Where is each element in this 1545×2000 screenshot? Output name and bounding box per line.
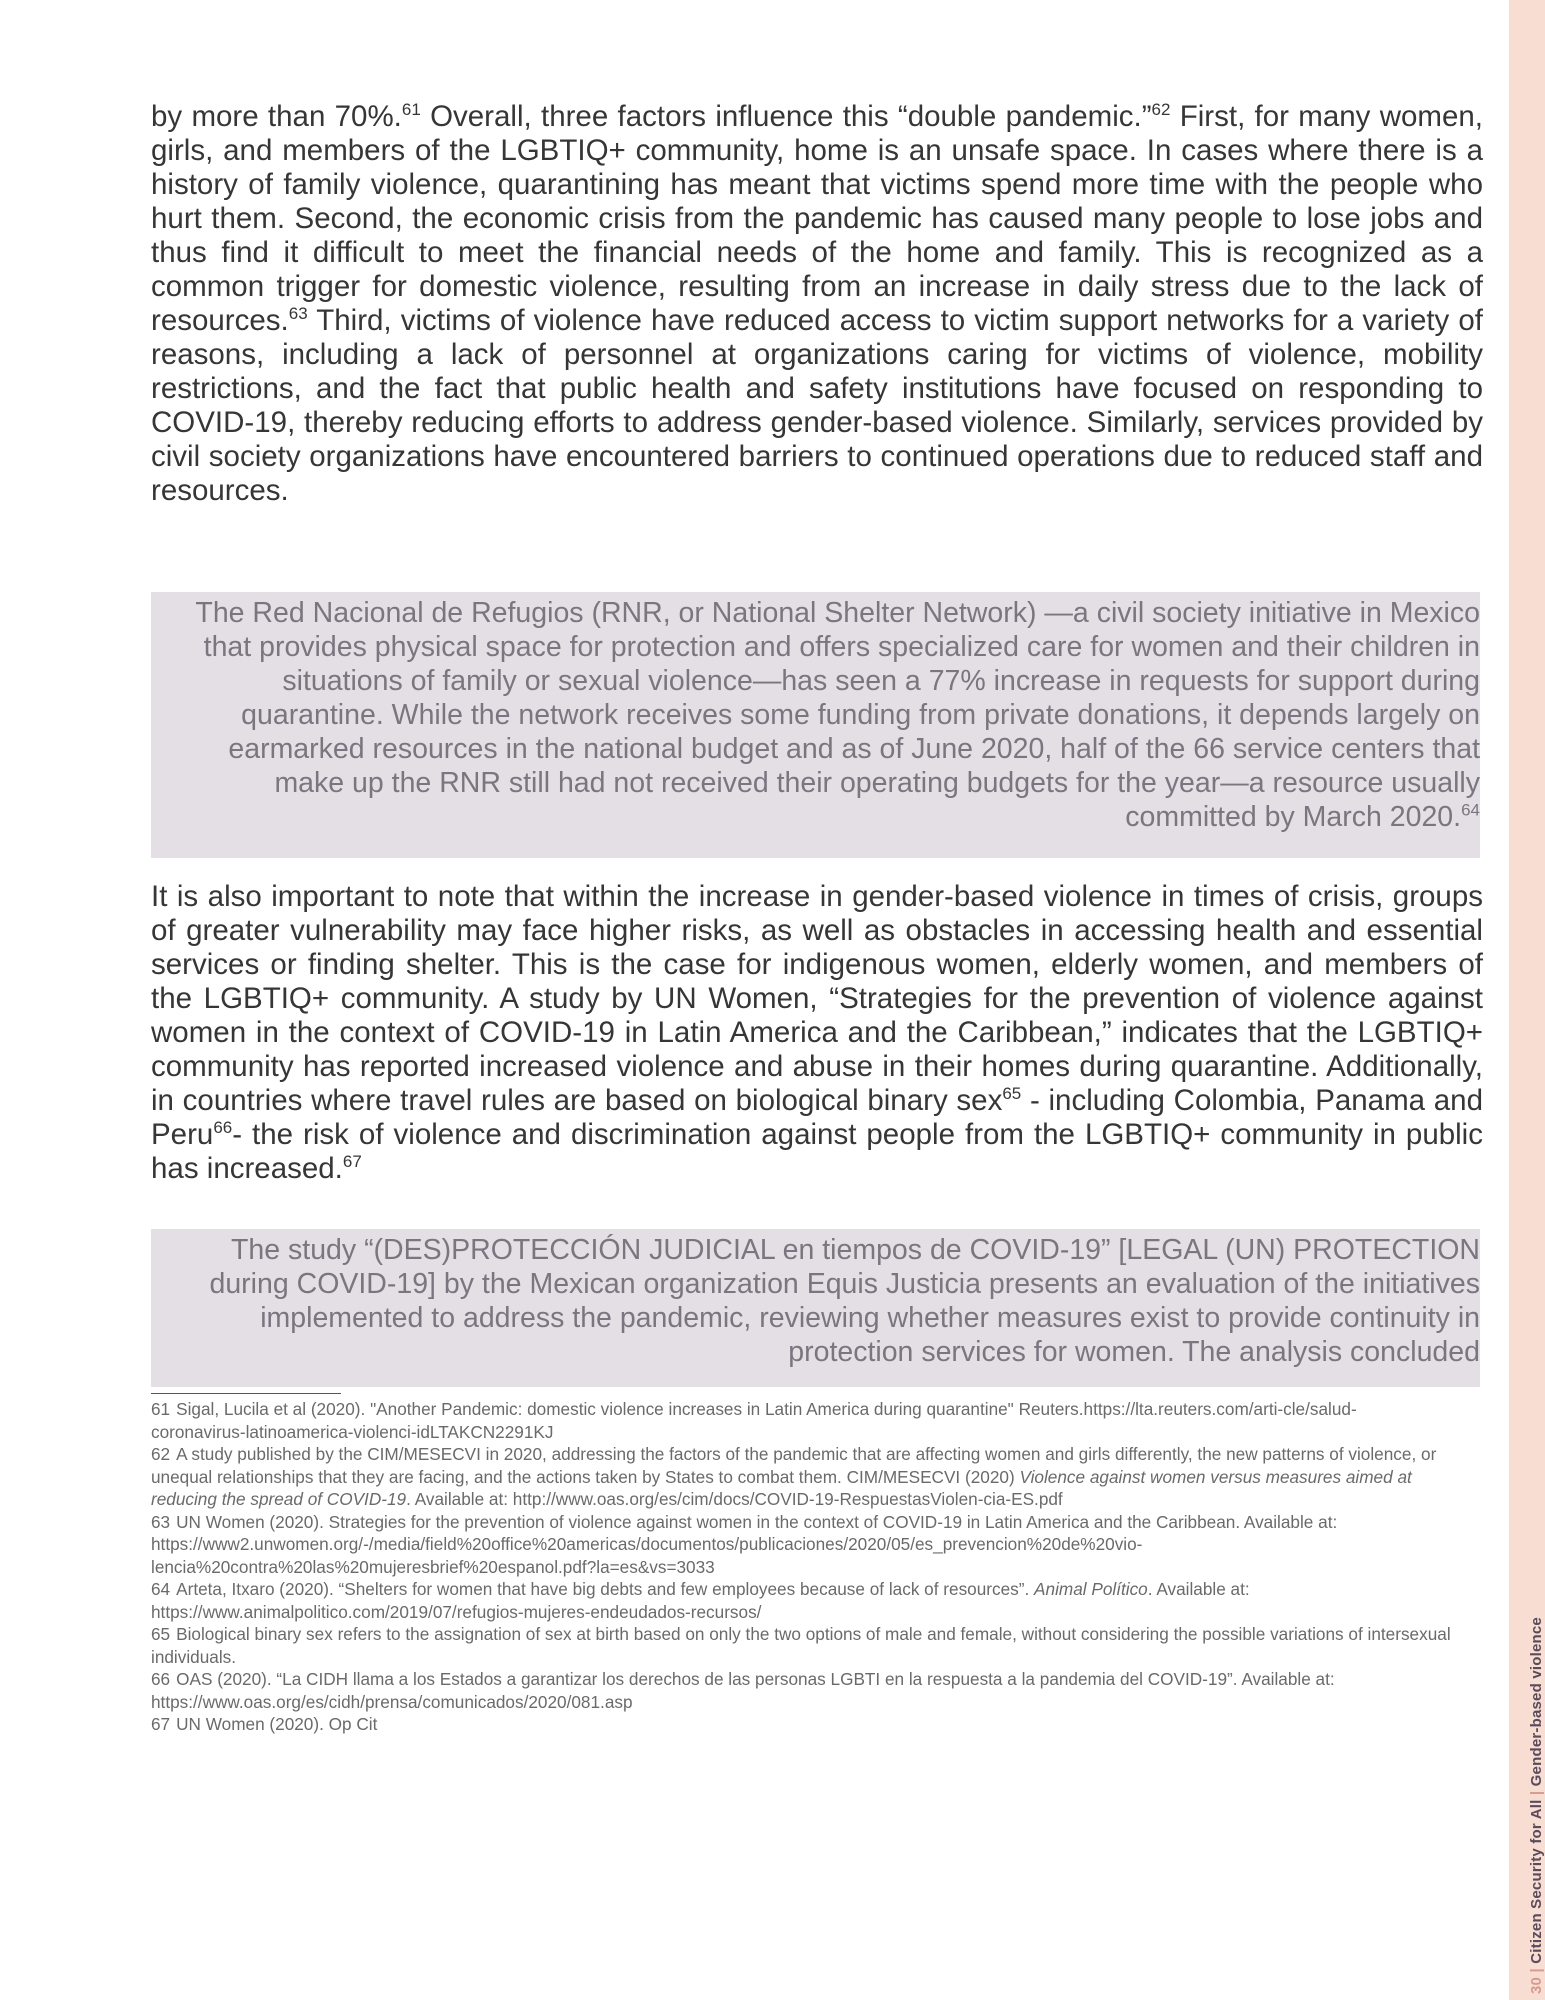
footnote-ref-64[interactable]: 64: [1461, 800, 1480, 820]
footnote-66: [151, 1668, 1451, 1713]
footnote-67: [151, 1713, 1451, 1736]
side-strip: [1509, 0, 1545, 2000]
footnote-number: 65: [151, 1624, 171, 1644]
separator-2: |: [1528, 1790, 1545, 1796]
footnote-64: [151, 1578, 1451, 1623]
chapter-title: Gender-based violence: [1528, 1617, 1545, 1787]
paragraph-1-text-3: First, for many women, girls, and members of the LGBTIQ+ community, home is an unsafe space. In cases where there is a history of family violence, quarantining has meant that victims spend more time with the people who hurt them. Second, the economic crisis from the pandemic has caused many people to lose jobs and thus find it difficult to meet the financial needs of the home and family. This is recognized as a common trigger for domestic violence, resulting from an increase in daily stress due to the lack of resources.: [151, 100, 1483, 337]
footnote-number: 61: [151, 1399, 171, 1419]
footnote-ref-65[interactable]: 65: [1002, 1084, 1022, 1104]
footnote-number: 66: [151, 1669, 171, 1689]
footnote-ref-66[interactable]: 66: [213, 1118, 233, 1138]
paragraph-1: [151, 100, 1483, 508]
running-footer: [1528, 1617, 1545, 1994]
paragraph-1-text-2: Overall, three factors influence this “double pandemic.”: [420, 100, 1152, 133]
footnote-text: UN Women (2020). Op Cit: [176, 1714, 378, 1734]
paragraph-1-text-1: by more than 70%.: [151, 100, 402, 133]
footnote-divider: [151, 1393, 341, 1394]
footnote-61: [151, 1398, 1451, 1443]
callout-box-rnr: [151, 592, 1480, 858]
callout-text: [181, 596, 1480, 834]
footnote-63: [151, 1511, 1451, 1579]
section-title: Citizen Security for All: [1528, 1799, 1545, 1964]
footnote-title: Animal Político: [1034, 1579, 1148, 1599]
footnote-65: [151, 1623, 1451, 1668]
callout-box-equis: [151, 1229, 1480, 1387]
footnote-number: 64: [151, 1579, 171, 1599]
footnote-number: 67: [151, 1714, 171, 1734]
footnote-ref-63[interactable]: 63: [288, 304, 308, 324]
footnote-ref-61[interactable]: 61: [401, 100, 421, 120]
paragraph-2-text-1: It is also important to note that within the increase in gender-based violence in times of crisis, groups of greater vulnerability may face higher risks, as well as obstacles in accessing health and essential services or finding shelter. This is the case for indigenous women, elderly women, and members of the LGBTIQ+ community. A study by UN Women, “Strategies for the prevention of violence against women in the context of COVID-19 in Latin America and the Caribbean,” indicates that the LGBTIQ+ community has reported increased violence and abuse in their homes during quarantine. Additionally, in countries where travel rules are based on biological binary sex: [151, 880, 1483, 1117]
footnote-title: Violence against women versus measures aimed at reducing the spread of COVID-19: [151, 1466, 1412, 1509]
footnote-text: Biological binary sex refers to the assignation of sex at birth based on only the two options of male and female, without considering the possible variations of intersexual individuals.: [151, 1624, 1451, 1667]
footnote-text: A study published by the CIM/MESECVI in 2020, addressing the factors of the pandemic that are affecting women and girls differently, the new patterns of violence, or unequal relationships that they are facing, and the actions taken by States to combat them. CIM/MESECVI (2020): [151, 1444, 1437, 1487]
paragraph-2: [151, 880, 1483, 1186]
footnote-ref-62[interactable]: 62: [1151, 100, 1171, 120]
footnote-number: 62: [151, 1444, 171, 1464]
footnote-text: UN Women (2020). Strategies for the prevention of violence against women in the context of COVID-19 in Latin America and the Caribbean. Available at: https://www2.unwomen.org/-/media/field%20office%20americas/documentos/publicaciones/2020/05/es_prevencion%20de%20vio-lencia%20contra%20las%20mujeresbrief%20espanol.pdf?la=es&vs=3033: [151, 1511, 1338, 1577]
paragraph-2-text-2: - including Colombia, Panama and Peru: [151, 1084, 1484, 1151]
footnote-text-after: . Available at: https://www.animalpolitico.com/2019/07/refugios-mujeres-endeudados-recursos/: [151, 1579, 1250, 1622]
callout-text: The study “(DES)PROTECCIÓN JUDICIAL en tiempos de COVID-19” [LEGAL (UN) PROTECTION during COVID-19] by the Mexican organization Equis Justicia presents an evaluation of the initiatives implemented to address the pandemic, reviewing whether measures exist to provide continuity in protection services for women. The analysis concluded: [209, 1234, 1480, 1368]
paragraph-1-text-4: Third, victims of violence have reduced access to victim support networks for a variety of reasons, including a lack of personnel at organizations caring for victims of violence, mobility restrictions, and the fact that public health and safety institutions have focused on responding to COVID-19, thereby reducing efforts to address gender-based violence. Similarly, services provided by civil society organizations have encountered barriers to continued operations due to reduced staff and resources.: [151, 304, 1483, 507]
paragraph-1-wrap: [151, 100, 1483, 508]
paragraph-2-text-3: - the risk of violence and discrimination against people from the LGBTIQ+ community in public has increased.: [151, 1118, 1483, 1185]
footnotes: [151, 1398, 1451, 1736]
footnote-text: Arteta, Itxaro (2020). “Shelters for women that have big debts and few employees because of lack of resources”.: [176, 1579, 1035, 1599]
page-number: 30: [1528, 1976, 1545, 1994]
footnote-text: Sigal, Lucila et al (2020). "Another Pandemic: domestic violence increases in Latin America during quarantine" Reuters.https://lta.reuters.com/arti-cle/salud-coronavirus-latinoamerica-violenci-idLTAKCN2291KJ: [151, 1399, 1357, 1442]
footnote-text: OAS (2020). “La CIDH llama a los Estados a garantizar los derechos de las personas LGBTI en la respuesta a la pandemia del COVID-19”. Available at: https://www.oas.org/es/cidh/prensa/comunicados/2020/081.asp: [151, 1669, 1335, 1712]
separator: |: [1528, 1968, 1545, 1973]
footnote-ref-67[interactable]: 67: [342, 1152, 362, 1172]
paragraph-2-wrap: [151, 880, 1483, 1186]
footnote-number: 63: [151, 1511, 171, 1532]
footnote-text-after: . Available at: http://www.oas.org/es/cim/docs/COVID-19-RespuestasViolen-cia-ES.pdf: [406, 1489, 1063, 1509]
footnote-62: [151, 1443, 1451, 1511]
callout-1-text: The Red Nacional de Refugios (RNR, or National Shelter Network) —a civil society initiative in Mexico that provides physical space for protection and offers specialized care for women and their children in situations of family or sexual violence—has seen a 77% increase in requests for support during quarantine. While the network receives some funding from private donations, it depends largely on earmarked resources in the national budget and as of June 2020, half of the 66 service centers that make up the RNR still had not received their operating budgets for the year—a resource usually committed by March 2020.: [195, 597, 1480, 833]
